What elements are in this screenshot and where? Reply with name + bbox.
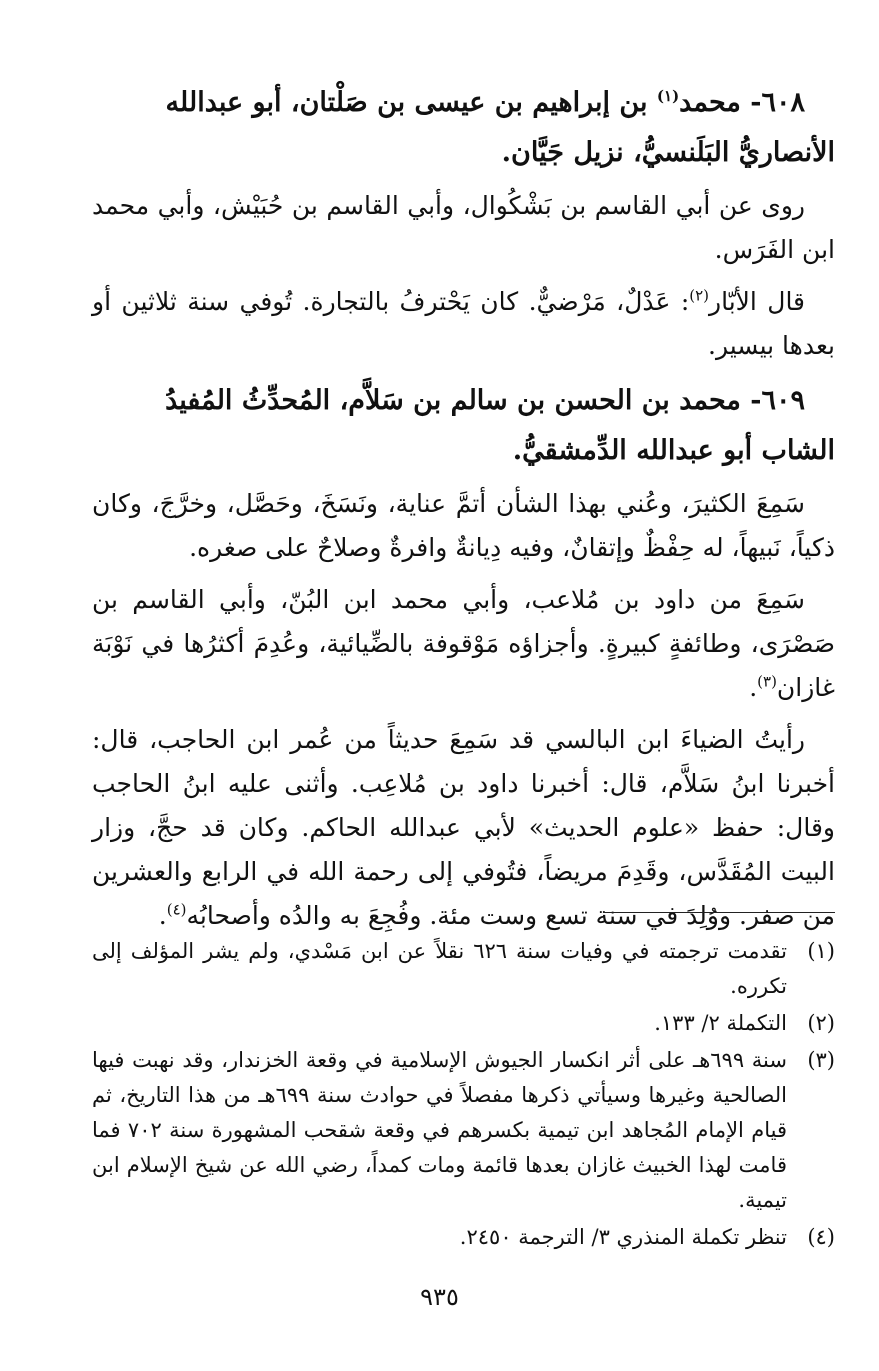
entry-name: محمد بن الحسن بن سالم بن سَلاَّم، المُحدِّثُ المُفيدُ الشاب أبو عبدالله الدِّمشقيُّ. xyxy=(165,385,835,466)
paragraph-text: قال الأبّار xyxy=(709,287,806,316)
footnote-ref: (٢) xyxy=(689,286,710,305)
footnote-divider xyxy=(603,912,835,913)
entry-608-heading xyxy=(92,78,835,178)
footnote-1 xyxy=(92,934,835,1004)
main-text xyxy=(92,78,835,946)
footnote-marker: (٢) xyxy=(807,1011,835,1035)
footnote-2 xyxy=(92,1006,835,1041)
footnote-text: سنة ٦٩٩هـ على أثر انكسار الجيوش الإسلامية في وقعة الخزندار، وقد نهبت فيها الصالحية وغيرها وسيأتي ذكرها مفصلاً في حوادث سنة ٦٩٩هـ من هذا التاريخ، ثم قيام الإمام المُجاهد ابن تيمية بكسرهم في وقعة شقحب المشهورة سنة ٧٠٢ فما قامت لهذا الخبيث غازان بعدها قائمة ومات كمداً، رضي الله عن شيخ الإسلام ابن تيمية. xyxy=(92,1048,787,1212)
footnote-marker: (١) xyxy=(807,939,835,963)
entry-608-paragraph-2 xyxy=(92,280,835,368)
paragraph-text: سَمِعَ من داود بن مُلاعب، وأبي محمد ابن البُنّ، وأبي القاسم بن صَصْرَى، وطائفةٍ كبيرةٍ. وأجزاؤه مَوْقوفة بالضِّيائية، وعُدِمَ أكثرُها في نَوْبَة غازان xyxy=(92,585,835,702)
footnote-4 xyxy=(92,1220,835,1255)
entry-name-rest: بن إبراهيم بن عيسى بن صَلْتان، أبو عبدالله الأنصاريُّ البَلَنسيُّ، نزيل جَيَّان. xyxy=(165,87,835,168)
entry-number: ٦٠٨- xyxy=(750,87,805,118)
footnote-3 xyxy=(92,1043,835,1218)
footnote-marker: (٤) xyxy=(807,1225,835,1249)
footnote-ref: (١) xyxy=(656,87,680,105)
footnote-marker: (٣) xyxy=(807,1048,835,1072)
paragraph-text: . xyxy=(749,673,758,702)
entry-609-paragraph-1: سَمِعَ الكثيرَ، وعُني بهذا الشأن أتمَّ عناية، ونَسَخَ، وحَصَّل، وخرَّجَ، وكان ذكياً، نَبيهاً، له حِفْظٌ وإتقانٌ، وفيه دِيانةٌ وافرةٌ وصلاحٌ على صغره. xyxy=(92,489,835,562)
footnote-ref: (٤) xyxy=(166,900,187,919)
entry-608-paragraph-1: روى عن أبي القاسم بن بَشْكُوال، وأبي القاسم بن حُبَيْش، وأبي محمد ابن الفَرَس. xyxy=(92,191,835,264)
paragraph-text: رأيتُ الضياءَ ابن البالسي قد سَمِعَ حديثاً من عُمر ابن الحاجب، قال: أخبرنا ابنُ سَلاَّم، قال: أخبرنا داود بن مُلاعِب. وأثنى عليه ابنُ الحاجب وقال: حفظ «علوم الحديث» لأبي عبدالله الحاكم. وكان قد حجَّ، وزار البيت المُقَدَّس، وقَدِمَ مريضاً، فتُوفي إلى رحمة الله في الرابع والعشرين من صفر. ووُلِدَ في سنة تسع وست مئة. وفُجِعَ به والدُه وأصحابُه xyxy=(92,725,835,930)
footnotes xyxy=(92,934,835,1257)
footnote-text: تقدمت ترجمته في وفيات سنة ٦٢٦ نقلاً عن ابن مَسْدي، ولم يشر المؤلف إلى تكرره. xyxy=(92,939,787,998)
paragraph-text: . xyxy=(158,901,167,930)
footnote-ref: (٣) xyxy=(757,672,777,691)
entry-609-paragraph-3 xyxy=(92,718,835,938)
paragraph-text: : عَدْلٌ، مَرْضيٌّ. كان يَحْترفُ بالتجارة. تُوفي سنة ثلاثين أو بعدها بيسير. xyxy=(92,287,835,360)
footnote-text: تنظر تكملة المنذري ٣/ الترجمة ٢٤٥٠. xyxy=(459,1225,787,1249)
entry-name: محمد xyxy=(679,87,741,118)
entry-609-paragraph-2 xyxy=(92,578,835,710)
entry-number: ٦٠٩- xyxy=(750,385,805,416)
entry-609-heading xyxy=(92,376,835,476)
footnote-text: التكملة ٢/ ١٣٣. xyxy=(654,1011,787,1035)
page-number: ٩٣٥ xyxy=(420,1283,459,1311)
